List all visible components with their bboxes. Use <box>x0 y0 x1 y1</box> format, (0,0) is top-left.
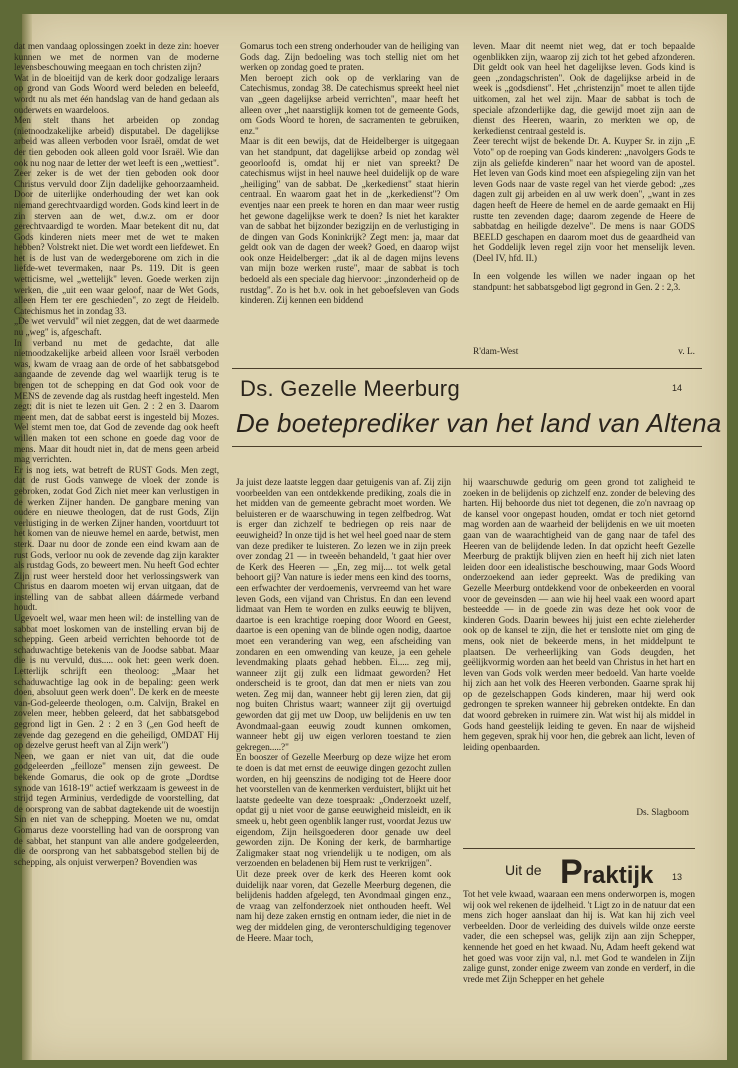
article1-column-3 <box>473 42 695 360</box>
paragraph: In een volgende les willen we nader ingaan op het standpunt: het sabbatsgebod ligt gegrond in Gen. 2 : 2,3. <box>473 272 695 294</box>
title-prefix-text: Uit de <box>505 862 542 878</box>
paragraph: Gomarus toch een streng onderhouder van de heiliging van Gods dag. Zijn bedoeling was toch stellig niet om het werken op zondag goed te praten. <box>240 42 459 74</box>
article1-signature-place: R'dam-West <box>473 347 519 357</box>
article2-title: Ds. Gezelle Meerburg <box>240 376 460 401</box>
article1-column-1 <box>14 42 219 1042</box>
title-rest: raktijk <box>582 862 654 889</box>
paragraph: Uit deze preek over de kerk des Heeren komt ook duidelijk naar voren, dat Gezelle Meerburg degenen, die belijdenis hadden afgelegd, ten Avondmaal gingen enz., de vraag van zelfonderzoek niet onthouden heeft. Wel nam hij deze zaken ernstig en ontnam ieder, die niet in de weg der middelen ging, de veronterschuldiging tegenover de Heere. Maar toch, <box>236 869 451 944</box>
article3-title <box>560 853 653 892</box>
paragraph: leven. Maar dit neemt niet weg, dat er toch bepaalde ogenblikken zijn, waarop zij zich tot het gebed afzonderen. Dit geldt ook van heel het dagelijkse leven. Gods kind is geen „zondagschristen". Ook de dagelijkse arbeid in de week is „godsdienst". Het „christenzijn" moet te allen tijde uitkomen, zal het wel zijn. Maar de sabbat is toch de speciale afzonderlijke dag, die gewijd moet zijn aan de dienst des Heeren, waarin, zo merkten we op, de kerkedienst centraal gesteld is. <box>473 42 695 137</box>
paragraph: Neen, we gaan er niet van uit, dat die oude godgeleerden „feilloze" mensen zijn geweest. De bekende Gomarus, die ook op de grote „Dordtse synode van 1618-19" actief werkzaam is geweest in de strijd tegen Arminius, verdedigde de voorstelling, dat de oorsprong van de sabbat dagtekende uit de woestijn Sin en niet van de schepping. Moeten we nu, omdat Gomarus deze voorstelling had van de oorsprong van de sabbat, het stanpunt van alle andere godgeleerden, die de oorsprong van het sabbatsgebod stellen bij de schepping, als onjuist verwerpen? Bovendien was <box>14 751 219 868</box>
paragraph: Ugevoelt wel, waar men heen wil: de instelling van de sabbat moet loskomen van de instelling ervan bij de schepping. Geen arbeid verrichten behoorde tot de schaduwachtige betekenis van de Joodse sabbat. Maar die is nu vervuld, dus..... ook het: geen werk doen. Letterlijk schrijft een theoloog: „Maar het schaduwachtige lag ook in de bepaling: geen werk doen, absoluut geen werk doen". De kerk en de meeste van-God-geleerde theologen, o.m. Calvijn, Brakel en zovelen meer, hebben geleerd, dat het sabbatsgebod gegrond ligt in Gen. 2 : 2 en 3 („en God heeft de zevende dag gezegend en die geheiligd, OMDAT Hij op dezelve gerust heeft van al Zijn werk") <box>14 614 219 752</box>
paragraph: Er is nog iets, wat betreft de RUST Gods. Men zegt, dat de rust Gods vanwege de vloek der zonde is gebroken, zodat God Zich niet meer kan verlustigen in de werken Zijner handen. De gangbare mening van oudere en nieuwe theologen, dat de rust Gods, Zijn verlustiging in de werken Zijner handen, voortduurt tot het komen van de nieuwe hemel en aarde, betwist, men sterk. Daar nu door de zonde een eind kwam aan de rust Gods, verloor nu ook de zevende dag zijn karakter als rustdag Gods, zo beweert men. Nu heeft God echter Zijn rust weer hersteld door het verlossingswerk van Christus en daarom moeten wij ervan uitgaan, dat de instelling van de sabbat alleen dáármede verband houdt. <box>14 465 219 614</box>
article3-page-number: 13 <box>672 872 683 882</box>
divider-rule <box>232 368 702 369</box>
article1-signature-initials: v. L. <box>678 347 695 357</box>
paragraph: In verband nu met de gedachte, dat alle nietnoodzakelijke arbeid alleen voor Israël verboden was, kwam de vraag aan de orde of het sabbatsgebod aangaande de zevende dag wel waarlijk terug is te brengen tot de schepping en dat God ook voor de MENS de zevende dag als rustdag heeft ingesteld. Men zegt: dit is niet te lezen uit Gen. 2 : 2 en 3. Daarom meent men, dat de sabbat eerst is ingesteld bij Mozes. Wel stemt men toe, dat God de zevende dag ook heeft willen maken tot een schone en goede dag voor de mens. Maar dit houdt niet in, dat de mens geen arbeid mag verrichten. <box>14 338 219 466</box>
divider-rule <box>232 446 702 447</box>
paragraph: Men stelt thans het arbeiden op zondag (nietnoodzakelijke arbeid) disputabel. De dagelijkse arbeid was alleen verboden voor Israël, omdat de wet der tien geboden ook alleen gold voor Israël. Wie dan ook nu nog naar de letter der wet leeft is een „wettiest". Zeer zeker is de wet der tien geboden ook door Christus vervuld door Zijn dadelijke gehoorzaamheid. Door de uiterlijke onderhouding der wet kan ook niemand gerechtvaardigd worden. Gods kind leert in de zin sterven aan de wet, d.w.z. om er door gerechtvaardigd te worden. Maar betekent dit nu, dat Gods kinderen niets meer met de wet te maken hebben? Volstrekt niet. Die wet wordt een liefdewet. En het is de lust van de wedergeborene om zich in die liefde-wet tevermaken, naar Ps. 119. Dit is geen wetticisme, wel „wettelijk" leven. Goede werken zijn werken, die „uit een waar geloof, naar de Wet Gods, alleen Hem ter ere geschieden", zo zegt de Heidelb. Catechismus het in zondag 33. <box>14 116 219 317</box>
paragraph: Men beroept zich ook op de verklaring van de Catechismus, zondag 38. De catechismus spreekt heel niet van „geen dagelijkse arbeid verrichten", maar heeft het alleen over „het naarstiglijk komen tot de gemeente Gods, om Gods Woord te horen, de sacramenten te gebruiken, enz." <box>240 73 459 137</box>
paragraph: hij waarschuwde gedurig om geen grond tot zaligheid te zoeken in de belijdenis op zichzelf enz. zonder de beleving des harten. Hij behoorde dus niet tot degenen, die zo'n navraag op de kansel voor ongepast houden, omdat er toch niet getornd mag worden aan de waarheid der belijdenis en we uit moeten gaan van de waarachtigheid van de gang naar de tafel des Heeren van de belijdende leden. In dat opzicht heeft Gezelle Meerburg de praktijk blijven zien en heeft hij zich niet laten leiden door een idealistische beschouwing, maar Gods Woord onderzoekend aan ieder gepreekt. Was de prediking van Gezelle Meerburg ontdekkend voor de onbekeerden en vooral voor de geveinsden — aan wie hij heel vaak een woord apart besteedde — in de goede zin was deze het ook voor de kinderen Gods. Daarin bewees hij juist een echte zieleherder ook op de kansel te zijn, die het er tenslotte niet om ging de mens, ook niet de bekeerde mens, in het middelpunt te plaatsen. De verheerlijking van Gods deugden, het geëlijkvormig worden aan het beeld van Christus in het hart en leven van Gods volk werden meer bedoeld. Van harte voelde hij zich aan het volk des Heeren verbonden. Gaarne sprak hij op de gezelschappen Gods kinderen, maar hij werd ook gedrongen te spreken wanneer hij gebreken ontdekte. En dan dat woord gebreken in ruimere zin. Wat wist hij als middel in Gods hand geestelijk leiding te geven. En naar de wijsheid hem gegeven, sprak hij voor hen, die gebrek aan licht, leven of leiding openbaarden. <box>463 478 695 753</box>
paragraph: „De wet vervuld" wil niet zeggen, dat de wet daarmede nu „weg" is, afgeschaft. <box>14 317 219 339</box>
paragraph: Wat in de bloeitijd van de kerk door godzalige leraars op grond van Gods Woord werd beleden en beleefd, wordt nu als met één handslag van de hand gedaan als ouderwets en waardeloos. <box>14 73 219 116</box>
paragraph: Tot het vele kwaad, waaraan een mens onderworpen is, mogen wij ook wel rekenen de ijdelheid. 't Ligt zo in de natuur dat een mens zich hoger aanslaat dan hij is. Wat kan hij zich veel verbeelden. Door de verleiding des duivels wilde onze eerste vader, die een schepsel was, gelijk zijn aan zijn Schepper, kennende het goed en het kwaad. Nu, Adam heeft gekend wat het goed was voor zijn val, n.l. met God te wandelen in Zijn zalige gunst, zonder enige zweem van zonde en verderf, in die vrede met Zijn Schepper en het gehele <box>463 890 695 985</box>
article3-column <box>463 890 695 1040</box>
title-initial: P <box>560 853 583 891</box>
paragraph: Zeer terecht wijst de bekende Dr. A. Kuyper Sr. in zijn „E Voto" op de roeping van Gods kinderen: „navolgers Gods te zijn als geliefde kinderen" naar het woord van de apostel. Het leven van Gods kind moet een afspiegeling zijn van het leven Gods naar de vaste regel van het vierde gebod: „zes dagen zult gij arbeiden en al uw werk doen", „want in zes dagen heeft de Heere de hemel en de aarde gemaakt en Hij rustte ten zevenden dage; daarom zegende de Heere de sabbatdag en heiligde dezelve". De mens is naar GODS BEELD geschapen en daarom moet dus de geaardheid van het Goddelijk leven regel zijn voor het menselijk leven. (Deel IV, hfd. II.) <box>473 137 695 264</box>
article1-column-2 <box>240 42 459 360</box>
article3-title-prefix <box>505 862 542 878</box>
paragraph: Ja juist deze laatste leggen daar getuigenis van af. Zij zijn voorbeelden van een ontdekkende prediking, zoals die in het midden van de gemeente gebracht moet worden. We beluisteren er de waarschuwing in tegen zelfbedrog. Wat is erger dan zichzelf te bedriegen op reis naar de eeuwigheid? In onze tijd is het wel heel goed naar de stem van deze prediker te luisteren. Zo lezen we in zijn preek over zondag 21 — in tweeën behandeld, 't gaat hier over de Kerk des Heeren — „En, zeg mij.... tot welk getal behoort gij? Van nature is ieder mens een kind des toorns, een erfwachter der verdoemenis, vervreemd van het ware leven Gods, een vijand van Christus. En dan een levend lidmaat van Hem te worden en zulks eeuwig te blijven, daartoe is een krachtige roeping door Woord en Geest, daartoe is een opening van de blinde ogen nodig, daartoe moet een verandering van weg, een afscheiding van zondaren en een omwending van keuze, ja een gehele levendmaking plaats gehad hebben. Ei..... zeg mij, wanneer zijt gij zulk een lidmaat geworden? Het onderscheid is te groot, dan dat men er niets van zou weten. Zeg mij dan, wanneer hebt gij leren zien, dat gij nog buiten Christus waart; wanneer zijt gij overtuigd geworden dat gij met uw Doop, uw belijdenis en uw ten Avondmaal-gaan eeuwig zoudt kunnen omkomen, wanneer hebt gij uw eigen verloren toestand te zien gekregen.....?" <box>236 478 451 753</box>
paragraph: Maar is dit een bewijs, dat de Heidelberger is uitgegaan van het standpunt, dat dagelijkse arbeid op zondag wèl geoorloofd is, omdat hij er niet van spreekt? De catechismus wijst in heel nauwe heel duidelijk op de ware „heiliging" van de sabbat. De „kerkedienst" staat hierin centraal. En waarom gaat het in de „kerkedienst"? Om eventjes naar een preek te horen en dan maar weer rustig het gewone dagelijkse werk te doen? Is niet het karakter van de sabbat het bijzonder bezigzijn en de verlustiging in de dingen van Gods Koninkrijk? Zegt men: ja, maar dat geldt ook van de dagen der week? Goed, en daarop wijst ook onze Heidelberger: „dat ik al de dagen mijns levens van mijn boze werken ruste", maar de sabbat is toch bedoeld als een speciale dag hiervoor: „inzonderheid op de rustdag". Zo is het b.v. ook in het geboefsleven van Gods kinderen. Zij kennen een biddend <box>240 137 459 307</box>
article2-column-2 <box>463 478 695 796</box>
article2-subtitle: De boeteprediker van het land van Altena <box>236 408 722 438</box>
article2-column-1 <box>236 478 451 1043</box>
divider-rule <box>463 848 695 849</box>
article2-page-number: 14 <box>672 383 683 393</box>
article2-signature: Ds. Slagboom <box>636 808 689 818</box>
paragraph: dat men vandaag oplossingen zoekt in deze zin: hoever kunnen we met de normen van de moderne levensbeschouwing meegaan en toch christen zijn? <box>14 42 219 74</box>
paragraph: En booszer of Gezelle Meerburg op deze wijze het erom te doen is dat met ernst de eeuwige dingen gezocht zullen worden, en hij geenszins de nodiging tot de Heere door het voorstellen van de kenmerken verduistert, blijkt uit het laatste gedeelte van deze toespraak: „Onderzoekt uzelf, opdat gij u niet voor de ganse eeuwigheid misleidt, en ik smeek u, hebt geen ogenblik langer rust, voordat Jezus uw eigendom, Zijn heilsgoederen door genade uw deel geworden zijn. De Koning der kerk, de barmhartige Zaligmaker staat nog vriendelijk u te nodigen, om als verzoenden en beladenen bij Hem rust te verkrijgen". <box>236 753 451 870</box>
